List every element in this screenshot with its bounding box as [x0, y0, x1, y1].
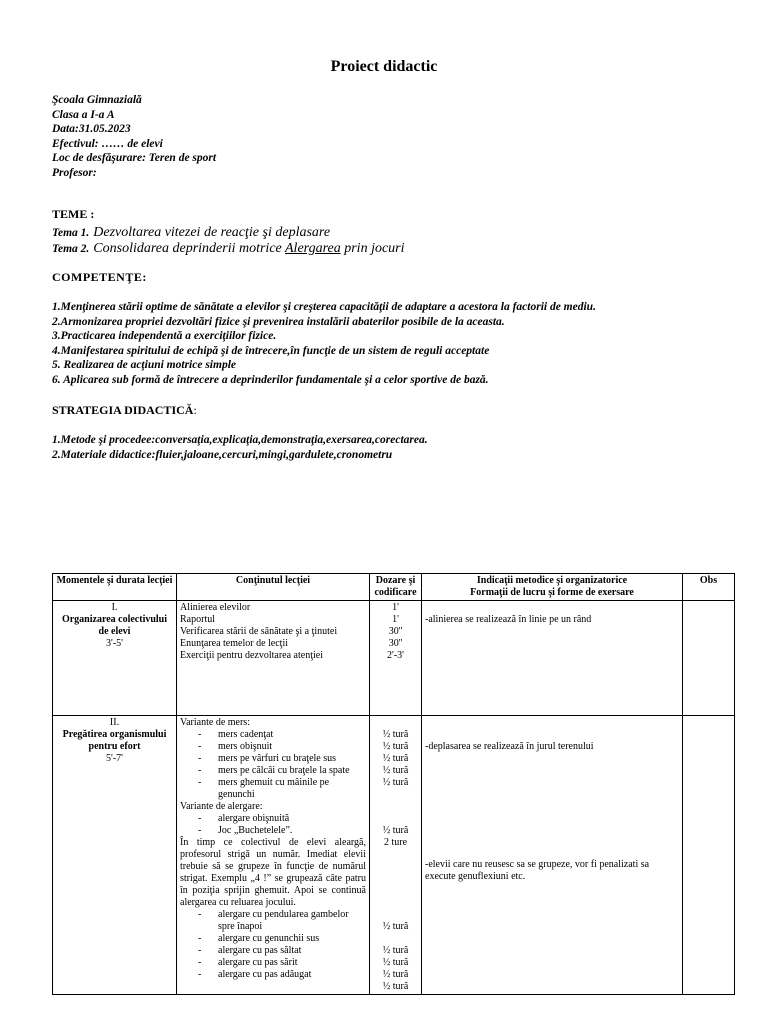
strategie-heading-text: STRATEGIA DIDACTICĂ	[52, 403, 194, 417]
table-row	[53, 601, 735, 716]
list-item: - alergare cu pas sărit	[198, 957, 366, 969]
list-item: - mers obişnuit	[198, 741, 366, 753]
content-line: Alinierea elevilor	[180, 602, 251, 613]
competenta-item: 1.Menţinerea stării optime de sănătate a elevilor şi creşterea capacităţii de adaptare a acestora la factorii de mediu.	[52, 301, 596, 313]
dozare-cell	[370, 601, 422, 716]
competente-list	[52, 300, 596, 387]
obs-cell	[683, 601, 735, 716]
document-title: Proiect didactic	[330, 58, 438, 75]
header-indicatii-line2: Formaţii de lucru şi forme de exersare	[470, 587, 634, 598]
teacher-name: Profesor:	[52, 166, 97, 179]
content-line: Enunţarea temelor de lecţii	[180, 638, 289, 649]
indicatii-cell	[422, 601, 683, 716]
header-obs: Obs	[683, 574, 735, 601]
dozare-value: ½ tură	[382, 825, 409, 836]
mers-title: Variante de mers:	[180, 717, 250, 728]
tema-1-text: Dezvoltarea vitezei de reacţie şi deplasare	[93, 225, 331, 240]
competente-heading: COMPETENŢE:	[52, 270, 147, 284]
tema-2-post: prin jocuri	[344, 241, 405, 256]
content-cell	[177, 601, 370, 716]
indicatii-text: -alinierea se realizează în linie pe un rând	[425, 614, 592, 625]
tema-1-label: Tema 1.	[52, 227, 90, 239]
alergari-list	[180, 909, 366, 981]
dozare-value: 2'-3'	[387, 650, 404, 661]
list-item: - mers pe călcâi cu braţele la spate	[198, 765, 366, 777]
moment-name: Pregătirea organismului pentru efort	[62, 729, 167, 752]
game-description: În timp ce colectivul de elevi aleargă, profesorul strigă un număr. Imediat elevii trebuie să se grupeze în funcţie de numărul strigat. Exemplu „4 !” se grupează câte patru în poziţia sprijin ghemuit. Apoi se continuă alergarea cu reluarea jocului.	[180, 837, 366, 908]
school-name: Şcoala Gimnazială	[52, 94, 142, 106]
list-item: - alergare cu pas săltat	[198, 945, 366, 957]
student-count: Efectivul: …… de elevi	[52, 137, 163, 150]
header-indicatii	[422, 574, 683, 601]
content-line: Exerciţii pentru dezvoltarea atenţiei	[180, 650, 323, 661]
list-item: - alergare cu pas adăugat	[198, 969, 366, 981]
lesson-location: Loc de desfăşurare: Teren de sport	[52, 152, 217, 164]
dozare-value: 1'	[392, 602, 399, 613]
content-cell	[177, 716, 370, 995]
table-row	[53, 716, 735, 995]
list-item: - alergare cu pendularea gambelor spre înapoi	[198, 909, 366, 933]
header-dozare: Dozare şi codificare	[370, 574, 422, 601]
strategie-heading	[52, 403, 197, 418]
header-indicatii-line1: Indicaţii metodice şi organizatorice	[476, 575, 628, 586]
dozare-value: ½ tură	[382, 741, 409, 752]
teme-heading: TEME :	[52, 207, 95, 221]
dozare-value: 1'	[392, 614, 399, 625]
strategie-item: 1.Metode şi procedee:conversaţia,explicaţia,demonstraţia,exersarea,corectarea.	[52, 434, 428, 446]
dozare-value: ½ tură	[382, 729, 409, 740]
moment-cell	[53, 601, 177, 716]
moment-duration: 5'-7'	[106, 753, 123, 764]
competenta-item: 5. Realizarea de acţiuni motrice simple	[52, 359, 236, 371]
tema-2-underlined: Alergarea	[285, 241, 341, 256]
dozare-value: ½ tură	[382, 969, 409, 980]
class-name: Clasa a I-a A	[52, 108, 115, 121]
header-momente: Momentele şi durata lecţiei	[53, 574, 177, 601]
obs-cell	[683, 716, 735, 995]
competenta-item: 6. Aplicarea sub formă de întrecere a deprinderilor fundamentale şi a celor sportive de bază.	[52, 373, 489, 386]
tema-2-label: Tema 2.	[52, 243, 90, 255]
dozare-value: 2 ture	[383, 837, 408, 848]
list-item: - mers pe vârfuri cu braţele sus	[198, 753, 366, 765]
lesson-plan-table	[52, 573, 735, 995]
header-continut: Conţinutul lecţiei	[177, 574, 370, 601]
dozare-value: ½ tură	[382, 945, 409, 956]
competenta-item: 2.Armonizarea propriei dezvoltări fizice şi prevenirea instalării abaterilor posibile de la aceasta.	[52, 315, 505, 328]
list-item: - mers ghemuit cu mâinile pe genunchi	[198, 777, 366, 801]
dozare-value: 30''	[388, 626, 403, 637]
indicatii-cell	[422, 716, 683, 995]
moment-number: I.	[111, 602, 118, 613]
moment-name: Organizarea colectivului de elevi	[61, 614, 168, 637]
dozare-value: ½ tură	[382, 981, 409, 992]
dozare-value: ½ tură	[382, 765, 409, 776]
indicatii-text: -elevii care nu reusesc sa se grupeze, vor fi penalizati sa execute genuflexiuni etc.	[425, 859, 650, 882]
list-item: - alergare cu genunchii sus	[198, 933, 366, 945]
document-header	[52, 93, 216, 180]
list-item: - mers cadenţat	[198, 729, 366, 741]
list-item: - alergare obişnuită	[198, 813, 366, 825]
table-header-row	[53, 574, 735, 601]
indicatii-text: -deplasarea se realizează în jurul terenului	[425, 741, 594, 752]
alergare-title: Variante de alergare:	[180, 801, 263, 812]
dozare-value: ½ tură	[382, 753, 409, 764]
competenta-item: 4.Manifestarea spiritului de echipă şi de întrecere,în funcţie de un sistem de reguli acceptate	[52, 344, 490, 357]
tema-2	[52, 239, 405, 257]
dozare-value: 30''	[388, 638, 403, 649]
dozare-value: ½ tură	[382, 921, 409, 932]
list-item: - Joc „Buchetelele”.	[198, 825, 366, 837]
dozare-value: ½ tură	[382, 957, 409, 968]
competenta-item: 3.Practicarea independentă a exerciţiilor fizice.	[52, 330, 277, 342]
alergare-list	[180, 813, 366, 837]
content-line: Verificarea stării de sănătate şi a ţinutei	[180, 626, 338, 637]
strategie-item: 2.Materiale didactice:fluier,jaloane,cercuri,mingi,gardulete,cronometru	[52, 448, 393, 461]
content-line: Raportul	[180, 614, 215, 625]
tema-2-pre: Consolidarea deprinderii motrice	[93, 241, 282, 256]
mers-list	[180, 729, 366, 801]
moment-number: II.	[109, 717, 120, 728]
moment-duration: 3'-5'	[106, 638, 123, 649]
strategie-heading-colon: :	[193, 403, 197, 417]
dozare-cell	[370, 716, 422, 995]
lesson-date: Data:31.05.2023	[52, 123, 131, 135]
moment-cell	[53, 716, 177, 995]
tema-2-text	[93, 241, 404, 256]
strategie-list	[52, 433, 428, 462]
dozare-value: ½ tură	[382, 777, 409, 788]
